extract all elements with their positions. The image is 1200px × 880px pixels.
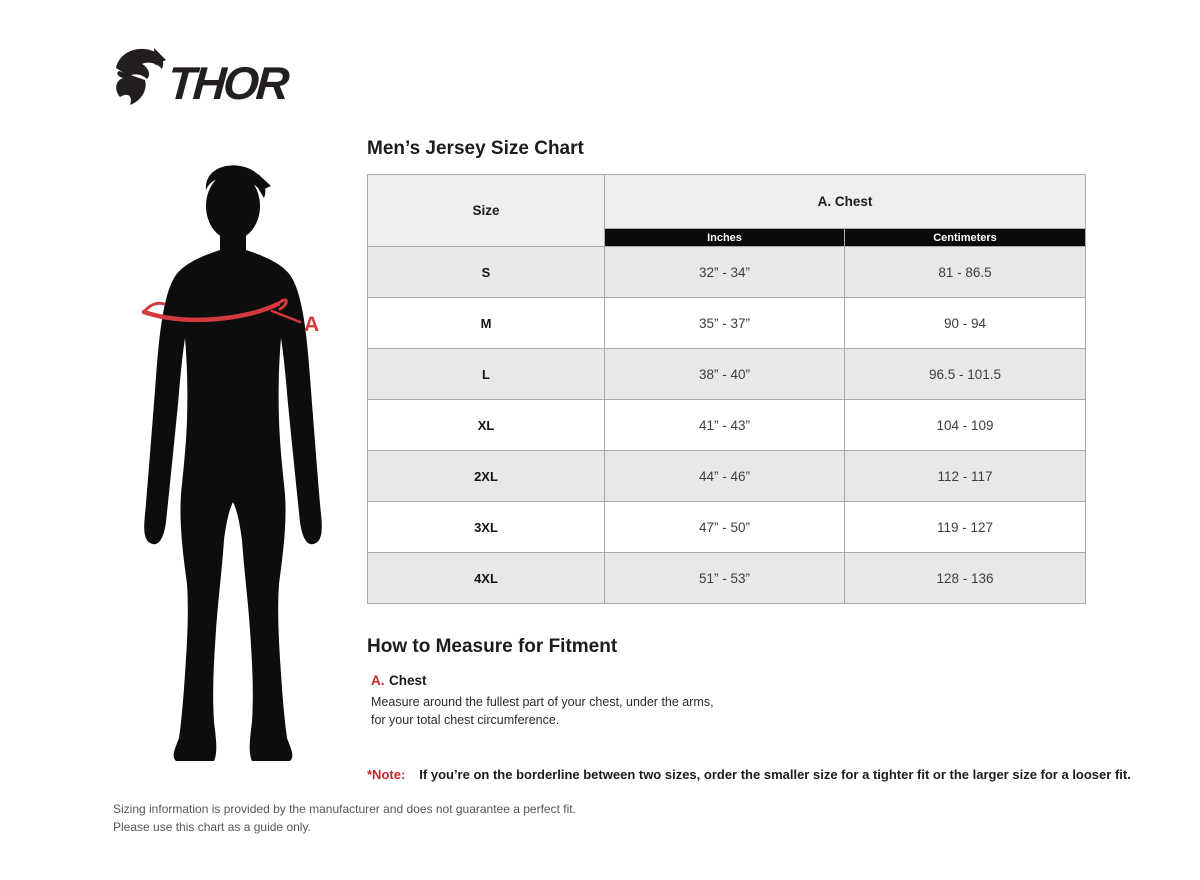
size-row [368,553,1086,604]
size-label: L [368,349,605,400]
chest-marker-label: A [304,313,320,336]
centimeters-value: 81 - 86.5 [845,247,1086,298]
sizing-note [367,767,1131,782]
size-row [368,298,1086,349]
size-label: XL [368,400,605,451]
measure-item-chest [371,672,731,729]
footer-line-2: Please use this chart as a guide only. [113,820,311,834]
centimeters-value: 96.5 - 101.5 [845,349,1086,400]
male-silhouette-icon [144,165,322,761]
size-row [368,400,1086,451]
thor-ram-logo-icon [110,44,172,108]
size-row [368,349,1086,400]
column-header-inches: Inches [605,229,845,247]
size-label: M [368,298,605,349]
measure-item-description: Measure around the fullest part of your chest, under the arms, for your total chest circumference. [371,695,714,728]
centimeters-value: 104 - 109 [845,400,1086,451]
measure-item-letter: A. [371,673,385,688]
size-chart-table-wrap [367,174,1086,604]
brand-logo [110,44,289,109]
measure-item-name: Chest [388,673,427,688]
footer-line-1: Sizing information is provided by the manufacturer and does not guarantee a perfect fit. [113,802,576,816]
header-row-group [368,175,1086,229]
measure-item-heading [371,672,731,690]
size-label: S [368,247,605,298]
column-header-centimeters: Centimeters [845,229,1086,247]
column-header-chest: A. Chest [605,175,1086,229]
centimeters-value: 112 - 117 [845,451,1086,502]
inches-value: 41” - 43” [605,400,845,451]
inches-value: 44” - 46” [605,451,845,502]
body-silhouette-figure [130,162,338,770]
size-chart-title: Men’s Jersey Size Chart [367,138,584,159]
size-label: 4XL [368,553,605,604]
size-label: 2XL [368,451,605,502]
footer-disclaimer [113,800,576,836]
inches-value: 47” - 50” [605,502,845,553]
size-row [368,451,1086,502]
brand-logo-text: THOR [166,57,289,109]
size-row [368,247,1086,298]
inches-value: 38” - 40” [605,349,845,400]
centimeters-value: 90 - 94 [845,298,1086,349]
column-header-size: Size [368,175,605,247]
centimeters-value: 128 - 136 [845,553,1086,604]
measure-section-title: How to Measure for Fitment [367,636,618,657]
note-text: If you’re on the borderline between two sizes, order the smaller size for a tighter fit or the larger size for a looser fit. [419,767,1131,782]
centimeters-value: 119 - 127 [845,502,1086,553]
note-label: *Note: [367,767,406,782]
size-row [368,502,1086,553]
inches-value: 35” - 37” [605,298,845,349]
size-label: 3XL [368,502,605,553]
inches-value: 32” - 34” [605,247,845,298]
size-chart-table [367,174,1086,604]
inches-value: 51” - 53” [605,553,845,604]
